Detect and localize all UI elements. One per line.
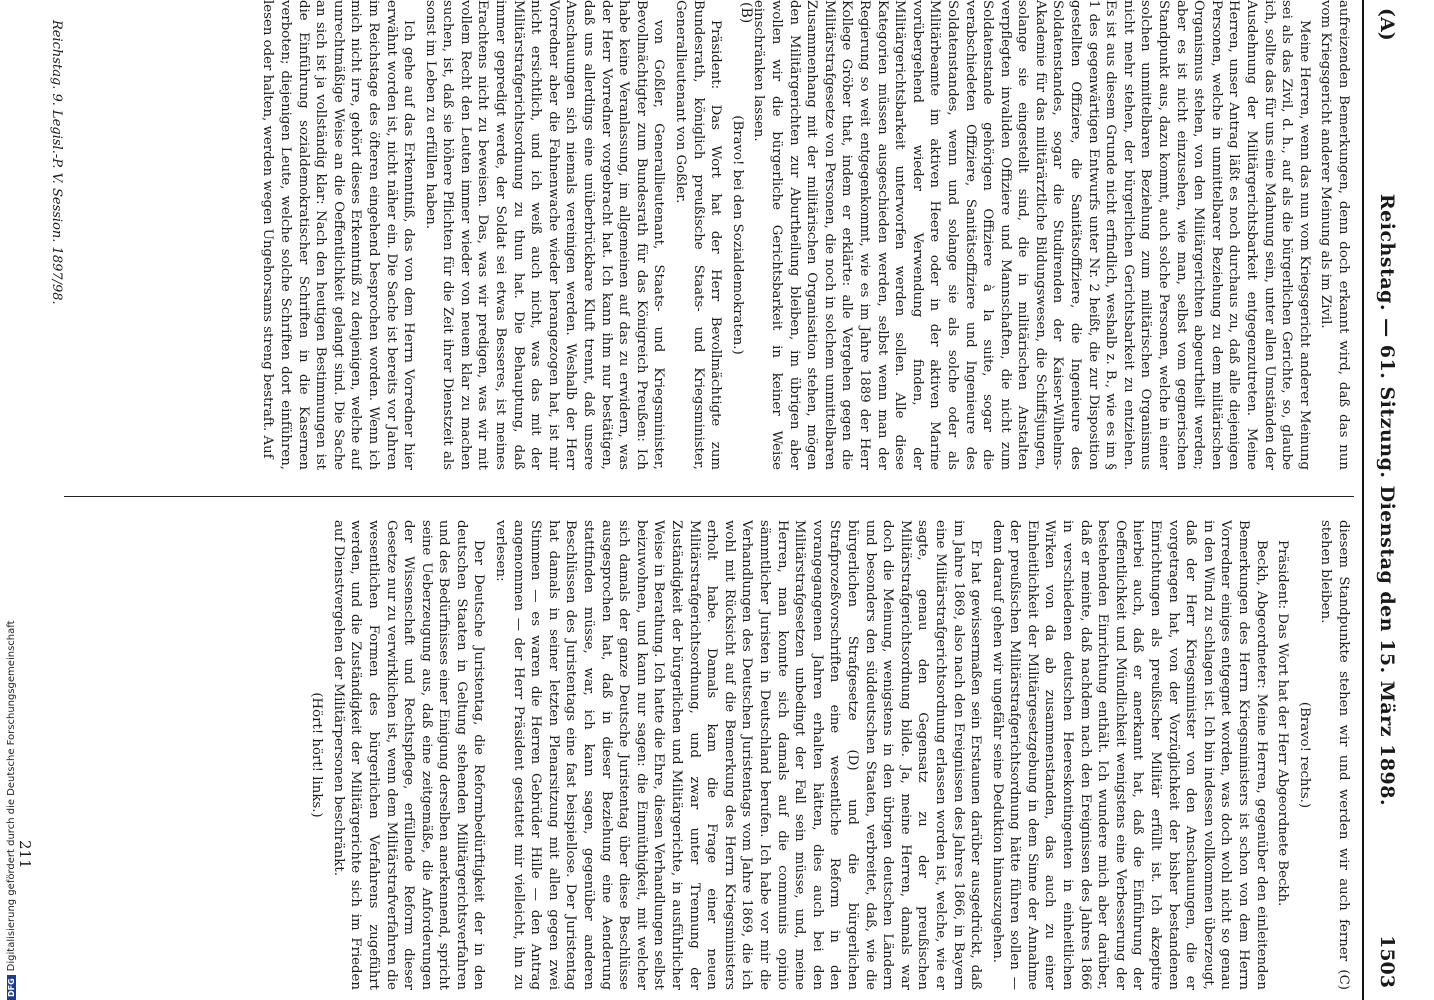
digitization-text: Digitalisierung gefördert durch die Deutsche Forschungsgemeinschaft xyxy=(6,620,17,972)
page-marker-a: (A) xyxy=(1376,8,1398,41)
paragraph: Ich gehe auf das Erkenntniß, das von dem Herrn Vorredner hier erwähnt worden ist, nicht näher ein. Die Sache ist bereits vor Jahren im Reichstage des öfteren eingehend besprochen worden. Wenn ich mich nicht irre, gehört dieses Erkenntniß zu denjenigen, welche auf unrechtmäßige Weise an die Oeffentlichkeit gelangt sind. Die Sache an sich ist ja vollständig klar: Nach den heutigen Bestimmungen ist die Einführung sozialdemokratischer Schriften in die Kasernen verboten; diejenigen Leute, welche solche Schriften dort einführen, lesen oder halten, werden wegen Ungehorsams streng bestraft. Auf xyxy=(260,0,417,470)
column-divider xyxy=(64,496,1354,497)
right-column xyxy=(72,520,1352,990)
page-header xyxy=(1362,0,1404,1000)
page-title: Reichstag. — 61. Sitzung. Dienstag den 15. März 1898. xyxy=(1376,193,1398,807)
paragraph: Präsident: Das Wort hat der Herr Abgeordnete Beckh. xyxy=(1275,540,1291,907)
digitization-note xyxy=(6,0,17,1000)
page-number-top: 1503 xyxy=(1376,935,1398,988)
session-footer: Reichstag. 9. Legisl.-P. V. Session. 1897/98. xyxy=(49,20,64,305)
paragraph: Präsident: Das Wort hat der Herr Bevollmächtigte zum Bundesrath, königlich preußische Staats- und Kriegsminister, Generallieutenant von Goßler. xyxy=(673,0,724,470)
paragraph: Beckh, Abgeordneter: Meine Herren, gegenüber den einleitenden Bemerkungen des Herrn Kriegsministers ist schon von dem Herrn Vorredner einiges entgegnet worden, was doch wohl nicht so genau in den Wind zu schlagen ist. Ich bin indessen vollkommen überzeugt, daß der Herr Kriegsminister von den Anschauungen, die er vorgetragen hat, von der Vorzüglichkeit der bisher bestandenen Einrichtungen als preußischer Militär erfüllt ist. Ich akzeptire hierbei auch, daß er anerkannt hat, daß die Einführung der Oeffentlichkeit und Mündlichkeit wenigstens eine Verbesserung der bestehenden Einrichtung enthält. Ich wundere mich aber darüber, daß er meinte, daß nachdem nach den Ereignissen des Jahres 1866 in verschiedenen deutschen Heereskontingenten in einheitlichen Wirken von da ab zusammenstanden, das auch zu einer Einheitlichkeit der Militärgesetzgebung in dem Sinne der Annahme der preußischen Militärstrafgerichtsordnung hätte führen sollen — denn darauf gehen wir ungefähr seine Deduktion hinauszugehen. xyxy=(989,520,1269,990)
paragraph: Er hat gewissermaßen sein Erstaunen darüber ausgedrückt, daß im Jahre 1869, also nach den Ereignissen des Jahres 1866, in Bayern eine Militärstrafgerichtsordnung erlassen worden ist, welche, wie er sagte, genau den Gegensatz zu der preußischen Militärstrafgerichtsordnung bilde. Ja, meine Herren, damals war doch die Meinung, wenigstens in den übrigen deutschen Ländern und besonders den süddeutschen Staaten, verbreitet, daß, wie die bürgerlichen Strafgesetze (D) und die bürgerlichen Strafprozeßvorschriften eine wesentliche Reform in den vorangegangenen Jahren erhalten hätten, dies auch bei den Militärstrafgesetzen unbedingt der Fall sein müsse, und, meine Herren, man konnte sich damals auf die communis opinio sämmtlicher Juristen in Deutschland berufen. Ich habe vor mir die Verhandlungen des Deutschen Juristentags vom Jahre 1869, die ich wohl mit Rücksicht auf die Bemerkung des Herrn Kriegsministers erholt habe. Damals kam die Frage einer neuen Militärstrafgerichtsordnung, und zwar unter Trennung der Zuständigkeit der bürgerlichen und Militärgerichte, in ausführlicher Weise in Berathung. Ich hatte die Ehre, diesen Verhandlungen selbst beizuwohnen, und kann nur sagen: die Einmüthigkeit, mit welcher sich damals der ganze Deutsche Juristentag über diese Beschlüsse ausgesprochen hat, daß in dieser Beziehung eine Aenderung stattfinden müsse, war, ich kann sagen, gegenüber anderen Beschlüssen des Juristentags eine fast beispiellose. Der Juristentag hat damals in seiner letzten Plenarsitzung mit allen gegen zwei Stimmen — es waren die Herren Gebrüder Hille — den Antrag angenommen — der Herr Präsident gestattet mir vielleicht, ihn zu verlesen: xyxy=(493,520,984,990)
left-column xyxy=(72,0,1352,470)
quoted-resolution: Der Deutsche Juristentag, die Reformbedürftigkeit der in den deutschen Staaten in Geltung stehenden Militärgerichtsverfahren und des Bedürfnisses einer Einigung derselben anerkennend, spricht seine Ueberzeugung aus, daß eine zeitgemäße, die Anforderungen der Wissenschaft und Rechtspflege, erfüllende Reform dieser Gesetze nur zu verwirklichen ist, wenn dem Militärstrafverfahren die wesentlichen Formen des bürgerlichen Verfahrens zugeführt werden, und die Zuständigkeit der Militärgerichte sich im Frieden auf Dienstvergehen der Militärpersonen beschränkt. xyxy=(330,520,487,990)
paragraph: diesem Standpunkte stehen wir und werden wir auch ferner (C) stehen bleiben. xyxy=(1318,520,1351,990)
paragraph: Meine Herren, wenn das nun vom Kriegsgericht anderer Meinung sei als das Zivil, d. h., auf als die bürgerlichen Gerichte, so, glaube ich, sollte das für uns eine Mahnung sein, unter allen Umständen der Ausdehnung der Militärgerichtsbarkeit entgegenzutreten. Meine Herren, unser Antrag läßt es noch durchaus zu, daß alle diejenigen Personen, welche in unmittelbarer Beziehung zu dem militärischen Organismus stehen, von den Militärgerichten abgeurtheilt werden; aber es ist nicht einzusehen, wie man, selbst vom gegnerischen Standpunkt aus, dazu kommt, auch solche Personen, welche in einer solchen unmittelbaren Beziehung zum militärischen Organismus nicht mehr stehen, der bürgerlichen Gerichtsbarkeit zu entziehen. Es ist aus diesem Grunde nicht erfindlich, weshalb z. B., wie es im § 1 des gegenwärtigen Entwurfs unter Nr. 2 heißt, die zur Disposition gestellten Offiziere, die Sanitätsoffiziere, die Ingenieure des Soldatenstandes, sogar die Studirenden der Kaiser-Wilhelms-Akademie für das militärärztliche Bildungswesen, die Schiffsjungen, solange sie eingestellt sind, die in militärischen Anstalten verpflegten invaliden Offiziere und Mannschaften, die nicht zum Soldatenstande gehörigen Offiziere à la suite, sogar die verabschiedeten Offiziere, Sanitätsoffiziere und Ingenieure des Soldatenstandes, wenn und solange sie als solche oder als Militärbeamte im aktiven Heere oder in der aktiven Marine vorübergehend wieder Verwendung finden, der Militärgerichtsbarkeit unterworfen werden sollen. Alle diese Kategorien müssen ausgeschieden werden, selbst wenn man der Regierung so weit entgegenkommt, wie es im Jahre 1889 der Herr Kollege Gröber that, indem er erklärte: alle Vergehen gegen die Militärstrafgesetze von Personen, die noch in solchem unmittelbaren Zusammenhang mit der militärischen Organisation stehen, mögen den Militärgerichten zur Aburtheilung bleiben, im übrigen aber wollen wir die bürgerliche Gerichtsbarkeit in keiner Weise einschränken lassen. xyxy=(751,0,1312,470)
interjection: (Hört! hört! links.) xyxy=(309,692,325,818)
dfg-logo-icon: DFG xyxy=(7,975,16,1000)
page-number-bottom: 211 xyxy=(16,840,34,869)
paragraph: aufreizenden Bemerkungen, denn doch erkannt wird, daß das nun vom Kriegsgericht anderer Meinung als im Zivil. xyxy=(1318,0,1351,470)
interjection: (Bravo! rechts.) xyxy=(1296,701,1312,809)
paragraph: von Goßler, Generallieutenant, Staats- und Kriegsminister, Bevollmächtigter zum Bundesrath für das Königreich Preußen: Ich habe keine Veranlassung, im allgemeinen auf das zu erwidern, was der Herr Vorredner vorgebracht hat. Ich kann ihm nur bestätigen, daß uns allerdings eine unüberbrückbare Kluft trennt, daß unsere Anschauungen sich niemals vereinigen werden. Weshalb der Herr Vorredner aber die Fahnenwache wieder herangezogen hat, ist mir nicht ersichtlich, und ich weiß auch nicht, was das mit der Militärstrafgerichtsordnung zu thun hat. Die Behauptung, daß immer gepredigt werde, der Soldat sei etwas Besseres, ist meines Erachtens nicht zu beweisen. Das, was wir predigen, was wir mit vollem Recht den Leuten immer wieder von neuem klar zu machen suchen, ist, daß sie höhere Pflichten für die Zeit ihrer Dienstzeit als sonst im Leben zu erfüllen haben. xyxy=(422,0,667,470)
interjection: (Bravo! bei den Sozialdemokraten.) xyxy=(729,115,745,355)
page-marker-b: (B) xyxy=(738,2,754,24)
